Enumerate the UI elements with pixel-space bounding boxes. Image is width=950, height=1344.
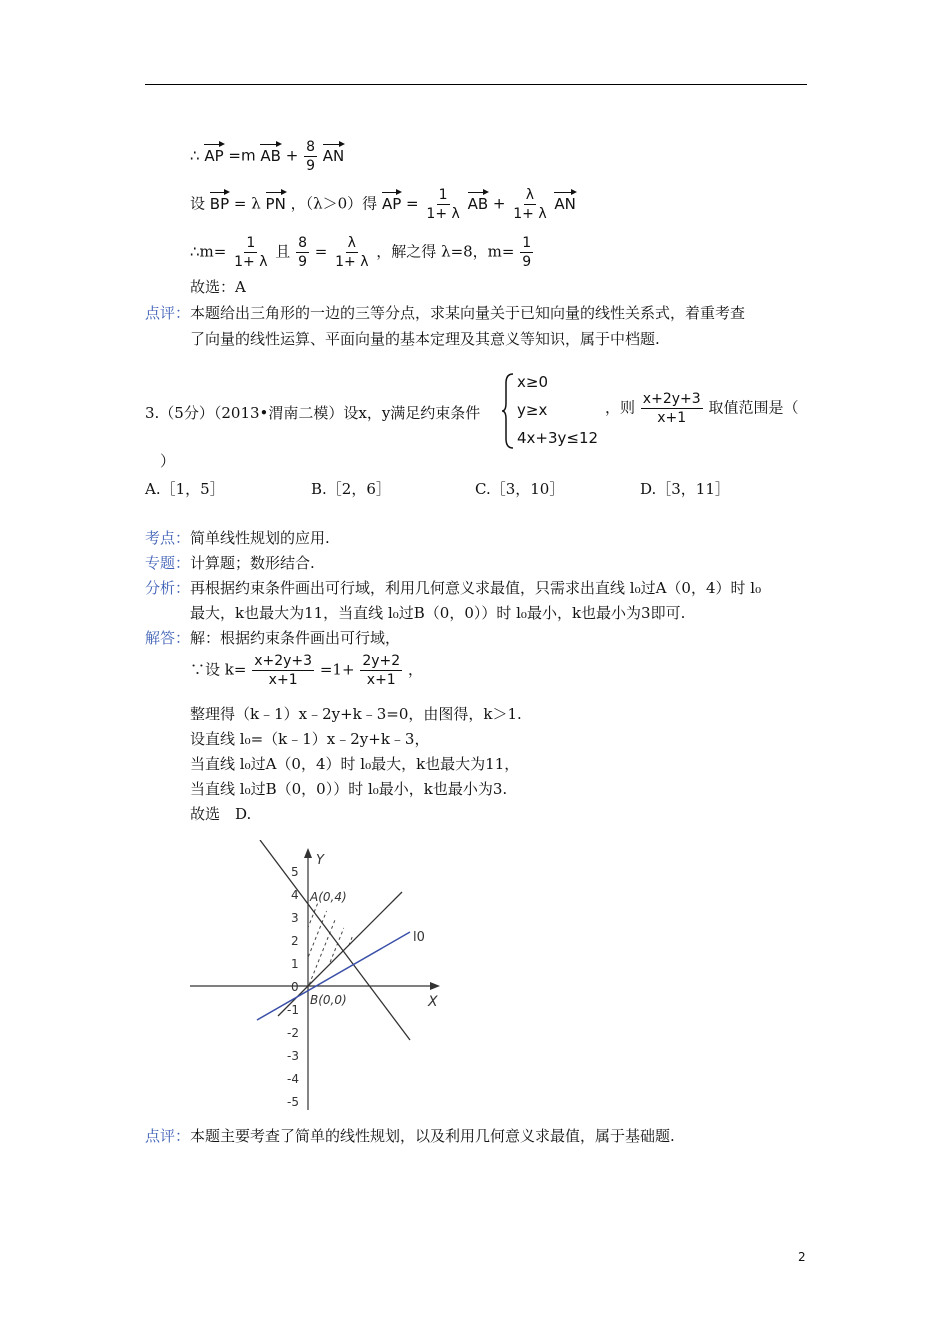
fraction-a: $\frac{1}{1+ \lambda}$ [234,235,268,270]
review-prev: 点评：本题给出三角形的一边的三等分点，求某向量关于已知向量的线性关系式，着重考查 [145,304,746,322]
y-tick-3: 3 [291,911,299,925]
fraction-k-2: $\frac{2y+2}{x+1}$ [362,653,401,688]
answer-prev: 故选：A [190,278,246,296]
vector-ap: AP [204,146,224,165]
y-tick-m4: -4 [287,1072,299,1086]
question-3-target: ，则 $\frac{x+2y+3}{x+1}$ 取值范围是（ [605,391,799,426]
fraction-b: $\frac{8}{9}$ [298,235,307,270]
vector-ab-2: AB [467,194,489,213]
line-l0-label: l0 [413,930,425,945]
y-tick-5: 5 [291,865,299,879]
jieda-line: 解答：解：根据约束条件画出可行域， [145,629,401,647]
step-3: 当直线 l₀过A（0，4）时 l₀最大，k也最大为11， [190,755,520,773]
brace-icon [501,373,515,449]
option-c: C.［3，10］ [475,480,565,498]
y-tick-m5: -5 [287,1095,299,1109]
vector-ab: AB [260,146,281,165]
y-axis-arrow-icon [304,848,312,858]
line-4x-3y-12 [260,840,410,1040]
vector-an-2: AN [554,194,576,213]
fraction-8-9: $\frac{8}{9}$ [306,139,316,174]
fraction-d: $\frac{1}{9}$ [522,235,532,270]
step-2: 设直线 l₀=（k﹣1）x﹣2y+k﹣3， [190,730,430,748]
answer-q3: 故选 D. [190,805,252,823]
step-4: 当直线 l₀过B（0，0））时 l₀最小，k也最小为3. [190,780,508,798]
y-tick-2: 2 [291,934,299,948]
review-prev-cont: 了向量的线性运算、平面向量的基本定理及其意义等知识，属于中档题. [190,330,660,348]
vector-ap-2: AP [381,194,402,213]
zhuanti-line: 专题：计算题；数形结合. [145,554,315,572]
y-axis-label: Y [316,853,324,868]
vector-bp: BP [209,194,230,213]
fraction-1-over-1-plus-lambda: $\frac{1}{1+ \lambda}$ [426,187,460,222]
fraction-c: $\frac{\lambda}{1+ \lambda}$ [335,235,369,270]
fraction-k-1: $\frac{x+2y+3}{x+1}$ [254,653,313,688]
feasible-region-figure [185,840,450,1115]
fenxi-line: 分析：再根据约束条件画出可行域，利用几何意义求最值，只需求出直线 l₀过A（0，4）时 l₀ [145,579,762,597]
header-rule [145,84,807,85]
y-tick-m2: -2 [287,1026,299,1040]
step-1: 整理得（k﹣1）x﹣2y+k﹣3=0，由图得，k＞1. [190,705,522,723]
review-q3: 点评：本题主要考查了简单的线性规划，以及利用几何意义求最值，属于基础题. [145,1127,675,1145]
question-3-close: ） [160,452,176,470]
formula-bp-line: 设 BP = λ PN ，（λ＞0）得 AP = $\frac{1}{1+ \lambda}$ AB + $\frac{\lambda}{1+ \lambda}$ AN [190,187,576,222]
fraction-target: $\frac{x+2y+3}{x+1}$ [642,391,701,426]
x-axis-label: X [428,994,438,1010]
page-number: 2 [798,1250,806,1264]
y-tick-4: 4 [291,888,299,902]
y-tick-m1: -1 [287,1003,299,1017]
fenxi-line-cont: 最大，k也最大为11，当直线 l₀过B（0，0））时 l₀最小，k也最小为3即可. [190,604,686,622]
vector-an: AN [322,146,345,165]
option-d: D.［3，11］ [640,480,730,498]
option-a: A.［1，5］ [145,480,225,498]
constraint-1: x≥0 [517,373,548,391]
option-b: B.［2，6］ [311,480,391,498]
question-3-stem: 3.（5分）（2013•渭南二模）设x，y满足约束条件 [145,404,481,422]
set-k-line: ∵设 k= $\frac{x+2y+3}{x+1}$ =1+ $\frac{2y+2}{x+1}$ ， [190,653,423,688]
fraction-lambda-over-1-plus-lambda: $\frac{\lambda}{1+ \lambda}$ [513,187,547,222]
y-tick-m3: -3 [287,1049,299,1063]
vector-pn: PN [265,194,286,213]
constraint-3: 4x+3y≤12 [517,429,599,447]
constraint-2: y≥x [517,401,548,419]
y-tick-labels [287,865,299,1109]
x-axis-arrow-icon [430,982,440,990]
formula-ap-line: ∴ AP =m AB + $\frac{8}{9}$ AN [190,139,345,174]
point-b-label: B(0,0) [310,993,347,1007]
kaodian-line: 考点：简单线性规划的应用. [145,529,330,547]
point-a-label: A(0,4) [310,890,347,904]
y-tick-1: 1 [291,957,299,971]
y-tick-0: 0 [291,980,299,994]
formula-solve-line: ∴m= $\frac{1}{1+ \lambda}$ 且 $\frac{8}{9}$ = $\frac{\lambda}{1+ \lambda}$ ，解之得 λ=8，m= $\frac{1}{9}$ [190,235,532,270]
